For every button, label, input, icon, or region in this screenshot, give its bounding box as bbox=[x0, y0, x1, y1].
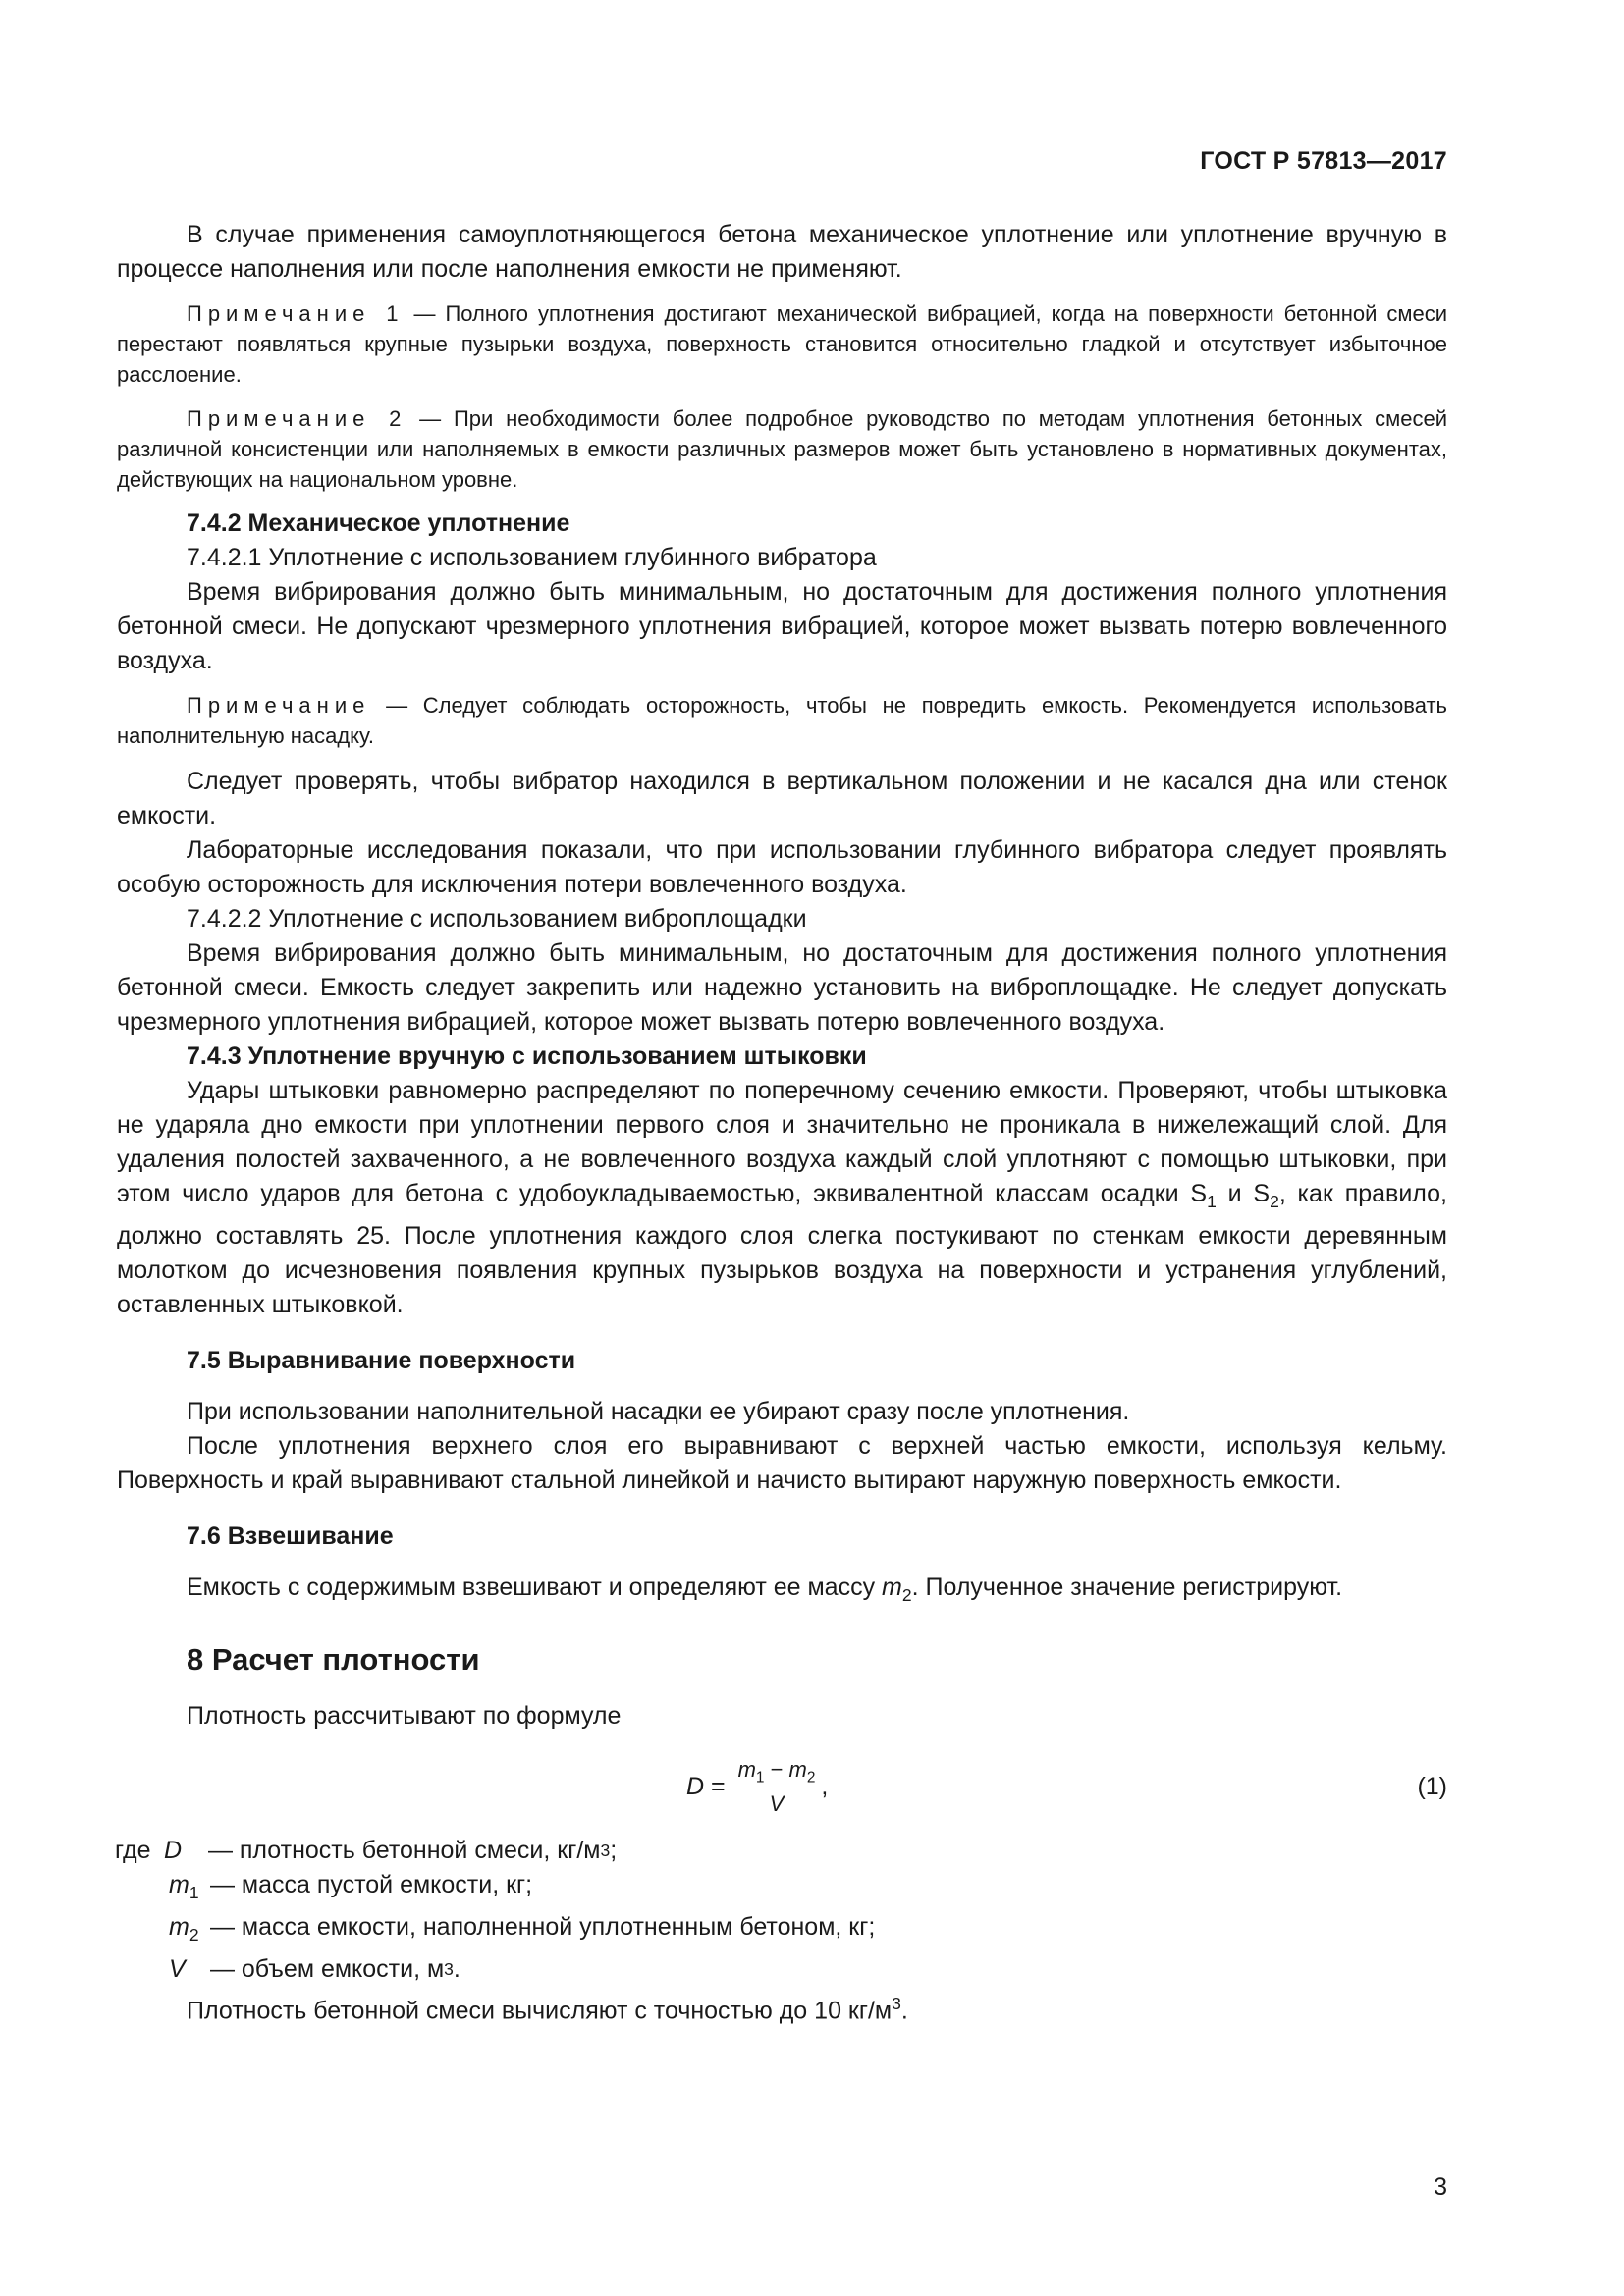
def-m1-symbol-wrap bbox=[169, 1868, 203, 1910]
def-where: где bbox=[115, 1837, 158, 1864]
weighing-mass-sub: 2 bbox=[901, 1585, 912, 1605]
subheading-7-4-2-1: 7.4.2.1 Уплотнение с использованием глубинного вибратора bbox=[187, 544, 877, 571]
numerator-m2: m bbox=[788, 1757, 807, 1782]
def-D-end: ; bbox=[610, 1837, 618, 1864]
paragraph-7-5-b: После уплотнения верхнего слоя его выравнивают с верхней частью емкости, используя кельму. Поверхность и край выравнивают стальной линейкой и начисто вытирают наружную поверхность емкости. bbox=[117, 1432, 1447, 1494]
def-V-symbol: V bbox=[169, 1955, 186, 1983]
note-1 bbox=[117, 298, 1447, 390]
def-m2-symbol: m bbox=[169, 1913, 189, 1941]
formula-fraction bbox=[734, 1757, 820, 1817]
def-V-text: — объем емкости, м bbox=[203, 1955, 445, 1983]
rodding-sub-1: 1 bbox=[1207, 1192, 1217, 1211]
definitions bbox=[117, 1834, 1447, 2028]
note-3-label: Примечание bbox=[187, 693, 371, 718]
precision-end: . bbox=[900, 1997, 908, 2025]
heading-7-4-3: 7.4.3 Уплотнение вручную с использованием штыковки bbox=[187, 1042, 867, 1070]
def-m1-text: — масса пустой емкости, кг; bbox=[203, 1871, 533, 1898]
subheading-7-4-2-2: 7.4.2.2 Уплотнение с использованием виброплощадки bbox=[187, 905, 807, 933]
heading-7-5: 7.5 Выравнивание поверхности bbox=[187, 1347, 576, 1374]
paragraph-lab-research: Лабораторные исследования показали, что при использовании глубинного вибратора следует проявлять особую осторожность для исключения потери вовлеченного воздуха. bbox=[117, 836, 1447, 898]
def-V-sup: 3 bbox=[444, 1959, 454, 1979]
formula-number: (1) bbox=[1417, 1773, 1447, 1800]
formula-denominator: V bbox=[731, 1789, 824, 1817]
formula-expression bbox=[686, 1757, 828, 1817]
rodding-text-a: Удары штыковки равномерно распределяют по поперечному сечению емкости. Проверяют, чтобы штыковка не ударяла дно емкости при уплотнении первого слоя и значительно не проникала в нижележащий слой. Для удаления полостей захваченного, а не вовлеченного воздуха каждый слой уплотняют с помощью штыковки, при этом число ударов для бетона с удобоукладываемостью, эквивалентной классам осадки S bbox=[117, 1077, 1447, 1207]
def-D-symbol: D bbox=[164, 1837, 183, 1864]
def-V-end: . bbox=[453, 1955, 460, 1983]
note-1-text: — Полного уплотнения достигают механической вибрацией, когда на поверхности бетонной смеси перестают появляться крупные пузырьки воздуха, поверхность становится относительно гладкой и отсутствует избыточное расслоение. bbox=[117, 301, 1447, 387]
paragraph-precision bbox=[117, 1987, 1447, 2028]
note-2-text: — При необходимости более подробное руководство по методам уплотнения бетонных смесей различной консистенции или наполняемых в емкости различных размеров может быть установлено в нормативных документах, действующих на национальном уровне. bbox=[117, 406, 1448, 492]
note-2 bbox=[117, 403, 1447, 495]
paragraph-7-6 bbox=[117, 1571, 1447, 1613]
def-m1-symbol: m bbox=[169, 1871, 189, 1898]
page-number: 3 bbox=[1434, 2173, 1447, 2201]
def-V bbox=[117, 1952, 1447, 1987]
paragraph-self-compacting: В случае применения самоуплотняющегося бетона механическое уплотнение или уплотнение вручную в процессе наполнения или после наполнения емкости не применяют. bbox=[117, 221, 1447, 283]
paragraph-vibration-time-2: Время вибрирования должно быть минимальным, но достаточным для достижения полного уплотнения бетонной смеси. Емкость следует закрепить или надежно установить на виброплощадке. Не следует допускать чрезмерного уплотнения вибрацией, которое может вызвать потерю вовлеченного воздуха. bbox=[117, 939, 1447, 1036]
numerator-minus: − bbox=[764, 1757, 789, 1782]
weighing-mass-symbol: m bbox=[882, 1574, 902, 1601]
paragraph-8: Плотность рассчитывают по формуле bbox=[187, 1702, 622, 1730]
rodding-sub-2: 2 bbox=[1270, 1192, 1279, 1211]
precision-sup: 3 bbox=[892, 1994, 901, 2013]
weighing-text-b: . Полученное значение регистрируют. bbox=[911, 1574, 1343, 1601]
paragraph-7-5-a: При использовании наполнительной насадки ее убирают сразу после уплотнения. bbox=[187, 1398, 1130, 1425]
heading-7-6: 7.6 Взвешивание bbox=[187, 1522, 394, 1550]
paragraph-rodding bbox=[117, 1074, 1447, 1322]
def-m2-text: — масса емкости, наполненной уплотненным бетоном, кг; bbox=[203, 1913, 876, 1941]
rodding-text-c: , как правило, должно составлять 25. После уплотнения каждого слоя слегка постукивают по стенкам емкости деревянным молотком до исчезновения появления крупных пузырьков воздуха на поверхности и устранения углублений, оставленных штыковкой. bbox=[117, 1180, 1447, 1318]
formula-equals: = bbox=[704, 1773, 732, 1801]
def-m2-symbol-wrap bbox=[169, 1910, 203, 1952]
def-m1 bbox=[117, 1868, 1447, 1910]
heading-7-4-2: 7.4.2 Механическое уплотнение bbox=[187, 509, 570, 537]
numerator-sub-2: 2 bbox=[806, 1769, 816, 1787]
note-3 bbox=[117, 690, 1447, 751]
numerator-sub-1: 1 bbox=[755, 1769, 765, 1787]
def-m1-sub: 1 bbox=[189, 1883, 199, 1902]
note-3-text: — Следует соблюдать осторожность, чтобы не повредить емкость. Рекомендуется использовать наполнительную насадку. bbox=[117, 693, 1447, 748]
heading-8: 8 Расчет плотности bbox=[187, 1642, 480, 1677]
body-column bbox=[117, 218, 1447, 2028]
def-D-text: — плотность бетонной смеси, кг/м bbox=[201, 1837, 601, 1864]
def-D bbox=[115, 1834, 1447, 1868]
rodding-text-b: и S bbox=[1216, 1180, 1271, 1207]
formula-1 bbox=[117, 1753, 1447, 1834]
paragraph-vertical-position: Следует проверять, чтобы вибратор находился в вертикальном положении и не касался дна или стенок емкости. bbox=[117, 768, 1447, 829]
def-D-sup: 3 bbox=[600, 1841, 611, 1860]
formula-comma: , bbox=[821, 1773, 829, 1801]
def-m2 bbox=[117, 1910, 1447, 1952]
standard-header: ГОСТ Р 57813—2017 bbox=[1200, 147, 1447, 175]
formula-numerator bbox=[734, 1757, 820, 1789]
note-1-label: Примечание 1 bbox=[187, 301, 405, 326]
paragraph-vibration-time-1: Время вибрирования должно быть минимальным, но достаточным для достижения полного уплотнения бетонной смеси. Не допускают чрезмерного уплотнения вибрацией, которое может вызвать потерю вовлеченного воздуха. bbox=[117, 578, 1447, 674]
def-m2-sub: 2 bbox=[189, 1925, 199, 1945]
numerator-m1: m bbox=[737, 1757, 756, 1782]
weighing-text-a: Емкость с содержимым взвешивают и определяют ее массу bbox=[187, 1574, 883, 1601]
formula-lhs: D bbox=[686, 1773, 705, 1801]
precision-text: Плотность бетонной смеси вычисляют с точностью до 10 кг/м bbox=[187, 1997, 893, 2025]
note-2-label: Примечание 2 bbox=[187, 406, 407, 431]
